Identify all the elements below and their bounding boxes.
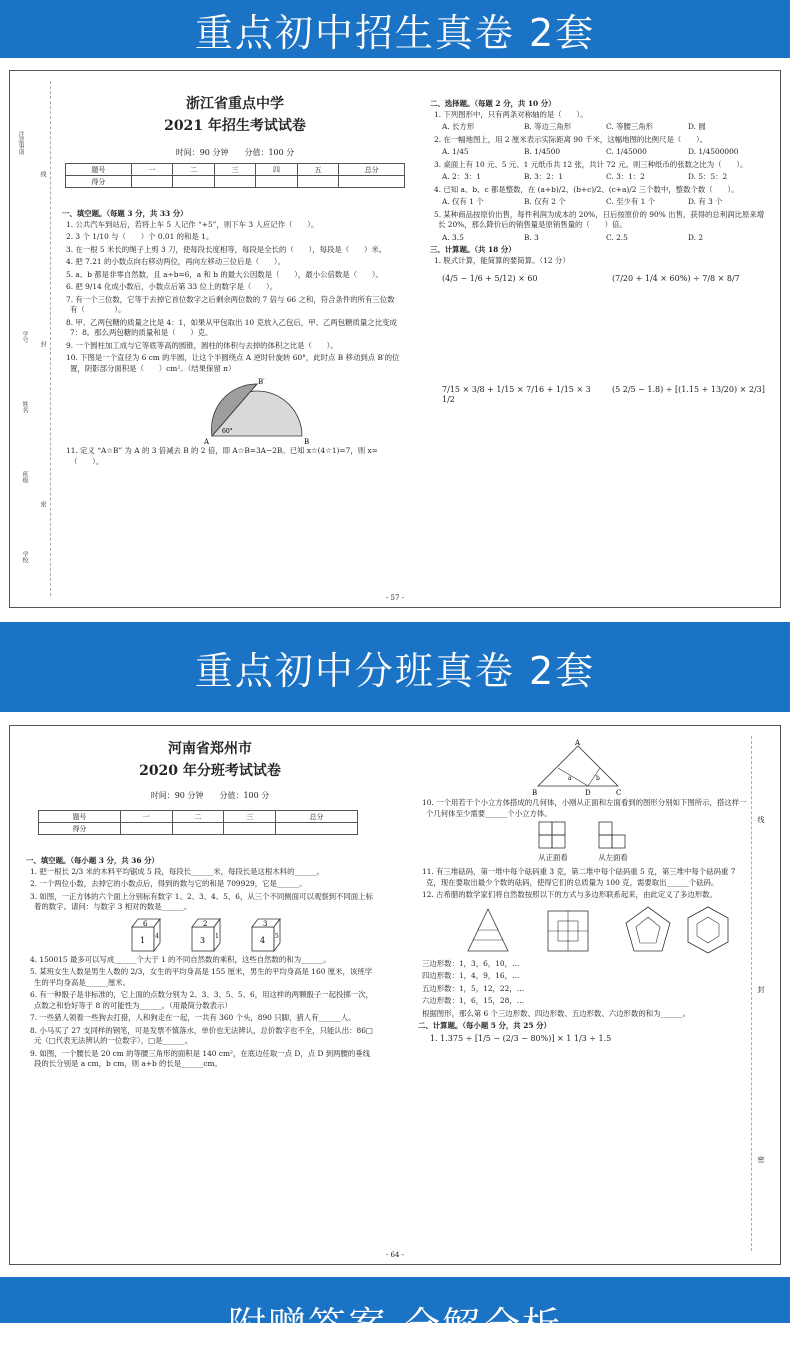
- expression: 7/15 × 3/8 + 1/15 × 7/16 + 1/15 × 3 1/2: [442, 384, 591, 404]
- margin-label: 注意事项: [17, 131, 24, 155]
- question: 4. 把 7.21 的小数点向右移动两位，再向左移动三位后是（ ）。: [66, 257, 286, 266]
- square-dots: [548, 911, 588, 951]
- die: [132, 919, 160, 951]
- die-front: 4: [260, 935, 266, 945]
- question: 1. 脱式计算，能简算的要简算。（12 分）: [434, 255, 570, 265]
- label-angle: 60°: [222, 428, 233, 435]
- exam-title: 浙江省重点中学 2021 年招生考试试卷: [164, 96, 306, 134]
- view-label: 从正面看: [538, 852, 568, 862]
- side-char: 封: [757, 986, 765, 993]
- polygon-number-line: 六边形数：1，6，15，28，…: [422, 996, 525, 1005]
- side-char: 线: [757, 816, 765, 823]
- question: 4. 150015 最多可以写成______个大于 1 的不同自然数的乘积，这些自然数的和为______。: [30, 954, 331, 964]
- question: 根据图形，那么第 6 个三边形数、四边形数、五边形数、六边形数的和为______。: [422, 1008, 691, 1018]
- question: 7. 有一个三位数，它等于去掉它首位数字之后剩余两位数的 7 倍与 66 之和，符合条件的所有三位数有（ ）。: [66, 294, 395, 314]
- expression-row: [430, 272, 770, 287]
- question: 9. 一个圆柱加工成与它等底等高的圆锥，圆柱的体积与去掉的体积之比是（ ）。: [66, 340, 338, 350]
- question: 10. 一个用若干个小立方体搭成的几何体，小刚从正面和左面看到的图形分别如下图所示，搭这样一个几何体至少需要______个小立方体。: [422, 798, 747, 818]
- polygon-number-line: 四边形数：1，4，9，16，…: [422, 971, 520, 980]
- margin-label: 学号: [21, 331, 28, 343]
- options: A. 3.5 B. 3 C. 2.5 D. 2: [442, 232, 704, 242]
- banner-placement-exams: [0, 622, 790, 712]
- seal-line: [751, 736, 752, 1251]
- label-b: B: [532, 789, 538, 797]
- question: 5. a、b 都是非零自然数，且 a÷b=6，a 和 b 的最大公因数是（ ），最小公倍数是（ ）。: [66, 269, 383, 279]
- question: 1. 把一根长 2/3 米的木料平均锯成 5 段，每段长______米，每段长是这根木料的______。: [30, 866, 325, 876]
- options: A. 1/45 B. 1/4500 C. 1/45000 D. 1/4500000: [442, 147, 739, 156]
- question: 8. 小马买了 27 支同样的钢笔，可是发票不慎落水，单价也无法辨认，总价数字也不全，只能认出：86□元（□代表无法辨认的一位数字），□是______。: [30, 1025, 373, 1045]
- label-c: C: [616, 789, 622, 797]
- seal-line: [50, 81, 51, 596]
- exam-title: 河南省郑州市 2020 年分班考试试卷: [139, 741, 281, 779]
- expression: (7/20 + 1/4 × 60%) ÷ 7/8 × 8/7: [612, 274, 740, 283]
- banner-title: 重点初中招生真卷 2套: [194, 10, 596, 55]
- question: 1. 下列图形中，只有两条对称轴的是（ ）。: [434, 109, 588, 119]
- question: 3. 如图，一正方体的六个面上分别标有数字 1、2、3、4、5、6，从三个不同侧面可以观察到不同面上标着的数字。请问：与数字 3 相对的数是______。: [30, 891, 373, 911]
- question: 5. 某种商品按原价出售，每件利润为成本的 20%，日后按原价的 90% 出售，获得的总利润比原来增长 20%，那么降价后的销售量是原销售量的（ ）倍。: [434, 209, 765, 229]
- margin-label: 学校: [21, 551, 28, 563]
- banner-answers: [0, 1277, 790, 1348]
- margin-label: 封: [39, 341, 46, 347]
- triangle-dots: [468, 909, 508, 951]
- label-seg-a: a: [568, 775, 572, 782]
- question: 11. 定义 “A☆B” 为 A 的 3 倍减去 B 的 2 倍，即 A☆B=3A−2B。已知 x☆(4☆1)=7，则 x=（ ）。: [66, 446, 378, 466]
- die: [252, 919, 280, 951]
- die-top: 3: [263, 919, 268, 928]
- score-table: 题号 一 二 三 四 五 总分 得分: [65, 163, 405, 188]
- label-a: A: [575, 739, 581, 747]
- label-b: B: [304, 438, 310, 446]
- left-view-grid: [598, 821, 628, 849]
- question: 9. 如图，一个腰长是 20 cm 的等腰三角形的面积是 140 cm²，在底边任取一点 D，点 D 到两腰的垂线段的长分别是 a cm，b cm，则 a+b 的长是______cm。: [30, 1048, 371, 1068]
- section-title: 二、选择题。（每题 2 分，共 10 分）: [430, 99, 556, 108]
- semicircle-figure: [182, 376, 342, 446]
- question: 4. 已知 a、b、c 都是整数，在 (a+b)/2、(b+c)/2、(c+a)/2 三个数中，整数个数（ ）。: [434, 184, 739, 194]
- triangle-figure: [518, 738, 638, 798]
- section-title: 一、填空题。（每题 3 分，共 33 分）: [62, 209, 188, 218]
- view-label: 从左面看: [598, 852, 628, 862]
- margin-label: 密: [39, 501, 46, 507]
- pentagon-dots: [626, 907, 670, 951]
- polygon-number-line: 三边形数：1，3，6，10，…: [422, 958, 520, 968]
- right-column: [418, 738, 748, 1046]
- left-view: [598, 821, 628, 863]
- banner-title: 重点初中分班真卷 2套: [194, 648, 596, 693]
- left-column: [62, 207, 400, 469]
- question: 5. 某班女生人数是男生人数的 2/3，女生的平均身高是 155 厘米，男生的平均身高是 160 厘米，该班学生的平均身高是______厘米。: [30, 967, 373, 987]
- margin-label: 线: [39, 171, 46, 177]
- section-title: 二、计算题。（每小题 5 分，共 25 分）: [418, 1021, 551, 1030]
- margin-label: 姓名: [21, 401, 28, 413]
- die-front: 1: [140, 935, 146, 945]
- question: 6. 有一种骰子是非标准的，它上面的点数分别为 2、3、3、5、5、6，用这样的两颗骰子一起投掷一次，点数之和恰好等于 8 的可能性为______。（用最简分数表示）: [30, 990, 373, 1010]
- polygon-numbers-figure: [458, 903, 738, 959]
- question: 11. 有三堆砝码，第一堆中每个砝码重 3 克，第二堆中每个砝码重 5 克，第三堆中每个砝码重 7 克，现在要取出最少个数的砝码，使得它们的总质量为 100 克，需要取出______个砝码。: [422, 867, 736, 887]
- expression-row: [430, 383, 770, 408]
- die-side: 1: [215, 932, 219, 940]
- hexagon-dots: [688, 907, 728, 953]
- exam-page-zhejiang: [9, 70, 781, 608]
- expression: 1. 1.375 ÷ [1/5 − (2/3 − 80%)] × 1 1/3 ÷ 1.5: [430, 1033, 612, 1043]
- options: A. 仅有 1 个 B. 仅有 2 个 C. 至少有 1 个 D. 有 3 个: [442, 197, 723, 206]
- views-figure: [538, 821, 748, 863]
- section-title: 一、填空题。（每小题 3 分，共 36 分）: [26, 856, 159, 865]
- front-view: [538, 821, 568, 863]
- question: 2. 在一幅地图上，用 2 厘米表示实际距离 90 千米，这幅地图的比例尺是（ ）。: [434, 134, 708, 144]
- label-seg-b: b: [596, 775, 600, 782]
- expression: (5 2/5 − 1.8) ÷ [(1.15 + 13/20) × 2/3]: [612, 384, 765, 394]
- label-a: A: [204, 438, 210, 446]
- question: 1. 公共汽车到站后，若将上车 5 人记作 “+5”，则下车 3 人应记作（ ）。: [66, 219, 319, 229]
- die-side: 4: [155, 932, 159, 940]
- dice-figure: [122, 915, 322, 955]
- die-top: 2: [203, 919, 208, 928]
- question: 6. 把 9/14 化成小数后，小数点后第 33 位上的数字是（ ）。: [66, 282, 278, 291]
- die-top: 6: [143, 919, 148, 928]
- die-front: 3: [200, 935, 206, 945]
- page-number: - 64 -: [385, 1251, 405, 1259]
- exam-page-zhengzhou: [9, 725, 781, 1265]
- options: A. 2：3：1 B. 3：2：1 C. 3：1：2 D. 5：5：2: [442, 172, 728, 181]
- question: 12. 古希腊的数学家们将自然数按照以下的方式与多边形联系起来，由此定义了多边形数。: [422, 890, 717, 899]
- question: 8. 甲、乙两包糖的质量之比是 4：1，如果从甲包取出 10 克放入乙包后，甲、乙两包糖质量之比变成 7：8。那么两包糖的质量和是（ ）克。: [66, 317, 397, 337]
- question: 3. 在一根 5 米长的绳子上剪 3 刀，使每段长度相等，每段是全长的（ ），每段是（ ）米。: [66, 244, 387, 254]
- question: 3. 桌面上有 10 元、5 元、1 元纸币共 12 张，共计 72 元。则三种纸币的张数之比为（ ）。: [434, 159, 748, 169]
- margin-label: 班级: [21, 471, 28, 483]
- binding-margin: [16, 131, 46, 601]
- banner-admission-exams: [0, 0, 790, 58]
- exam-meta: 时间：90 分钟 分值：100 分: [150, 791, 270, 800]
- front-view-grid: [538, 821, 568, 849]
- polygon-number-line: 五边形数：1，5，12，22，…: [422, 983, 525, 993]
- page-number: - 57 -: [385, 594, 405, 602]
- question: 2. 一个两位小数，去掉它的小数点后，得到的数与它的和是 709929，它是______。: [30, 879, 307, 888]
- section-title: 三、计算题。（共 18 分）: [430, 245, 516, 254]
- die: [192, 919, 220, 951]
- label-b-prime: B′: [258, 378, 265, 386]
- banner-title: 附赠答案 全解全析: [227, 1304, 563, 1348]
- question: 10. 下图是一个直径为 6 cm 的半圆，让这个半圆绕点 A 逆时针旋转 60°，此时点 B 移动到点 B′的位置，阴影部分面积是（ ）cm²。（结果保留 π）: [66, 353, 400, 373]
- right-column: [430, 97, 770, 408]
- left-column: [26, 854, 376, 1072]
- question: 2. 3 个 1/10 与（ ）个 0.01 的和是 1。: [66, 232, 214, 241]
- exam-meta: 时间：90 分钟 分值：100 分: [175, 148, 295, 157]
- question: 7. 一些猎人领着一些狗去打猎，人和狗走在一起，一共有 360 个头，890 只脚，猎人有______人。: [30, 1013, 356, 1022]
- side-char: 密: [757, 1156, 765, 1163]
- die-side: 5: [275, 932, 279, 940]
- options: A. 长方形 B. 等边三角形 C. 等腰三角形 D. 圆: [442, 122, 706, 131]
- score-table: 题号 一 二 三 总分 得分: [38, 810, 358, 835]
- label-d: D: [585, 789, 591, 797]
- expression: (4/5 − 1/6 + 5/12) × 60: [442, 274, 538, 283]
